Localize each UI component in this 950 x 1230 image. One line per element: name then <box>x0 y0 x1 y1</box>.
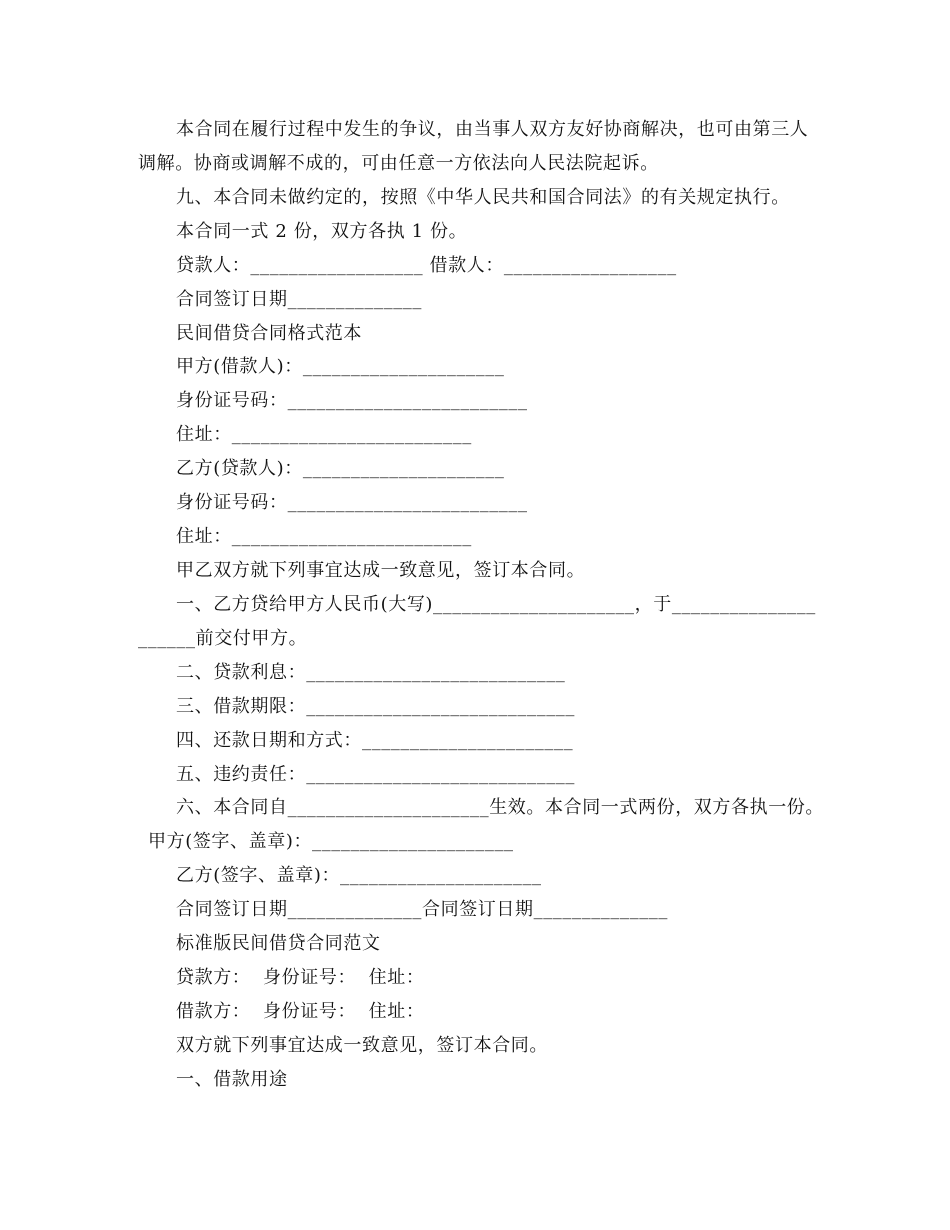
party-b-lender-field: 乙方(贷款人)：_____________________ <box>176 458 505 480</box>
party-b-id-number-field: 身份证号码：_________________________ <box>176 492 528 514</box>
borrower-info-line: 借款方： 身份证号： 住址： <box>176 1000 425 1022</box>
party-a-address-field: 住址：_________________________ <box>176 424 472 446</box>
section-title-template: 民间借贷合同格式范本 <box>176 322 362 344</box>
clause-one-purpose-heading: 一、借款用途 <box>176 1068 288 1090</box>
clause-one-amount-line-2: ______前交付甲方。 <box>138 627 308 649</box>
clause-six-effective: 六、本合同自_____________________生效。本合同一式两份，双方各执一份。 <box>176 797 824 819</box>
dispute-clause-line-1: 本合同在履行过程中发生的争议，由当事人双方友好协商解决，也可由第三人 <box>176 119 809 140</box>
signing-dates-line: 合同签订日期______________合同签订日期______________ <box>176 899 668 921</box>
lender-borrower-signature-line: 贷款人：__________________ 借款人：__________________ <box>176 254 677 276</box>
party-a-borrower-field: 甲方(借款人)：_____________________ <box>176 356 505 378</box>
dispute-clause-line-2: 调解。协商或调解不成的，可由任意一方依法向人民法院起诉。 <box>138 152 659 174</box>
clause-four-repayment: 四、还款日期和方式：______________________ <box>176 729 574 751</box>
lender-info-line: 贷款方： 身份证号： 住址： <box>176 967 425 989</box>
agreement-intro: 甲乙双方就下列事宜达成一致意见，签订本合同。 <box>176 559 586 581</box>
agreement-intro-standard: 双方就下列事宜达成一致意见，签订本合同。 <box>176 1034 548 1056</box>
copies-clause: 本合同一式 2 份，双方各执 1 份。 <box>176 220 468 242</box>
clause-two-interest: 二、贷款利息：___________________________ <box>176 661 566 683</box>
party-b-signature-field: 乙方(签字、盖章)：_____________________ <box>176 865 542 887</box>
section-title-standard: 标准版民间借贷合同范文 <box>176 933 381 955</box>
party-b-address-field: 住址：_________________________ <box>176 526 472 548</box>
clause-five-liability: 五、违约责任：____________________________ <box>176 763 575 785</box>
clause-one-amount-line-1: 一、乙方贷给甲方人民币(大写)_____________________，于_______________ <box>176 593 816 615</box>
party-a-id-number-field: 身份证号码：_________________________ <box>176 390 528 412</box>
party-a-signature-field: 甲方(签字、盖章)：_____________________ <box>148 831 514 853</box>
signing-date-line: 合同签订日期______________ <box>176 288 422 310</box>
document-body <box>0 113 950 1097</box>
clause-nine: 九、本合同未做约定的，按照《中华人民共和国合同法》的有关规定执行。 <box>176 186 790 208</box>
clause-three-term: 三、借款期限：____________________________ <box>176 695 575 717</box>
